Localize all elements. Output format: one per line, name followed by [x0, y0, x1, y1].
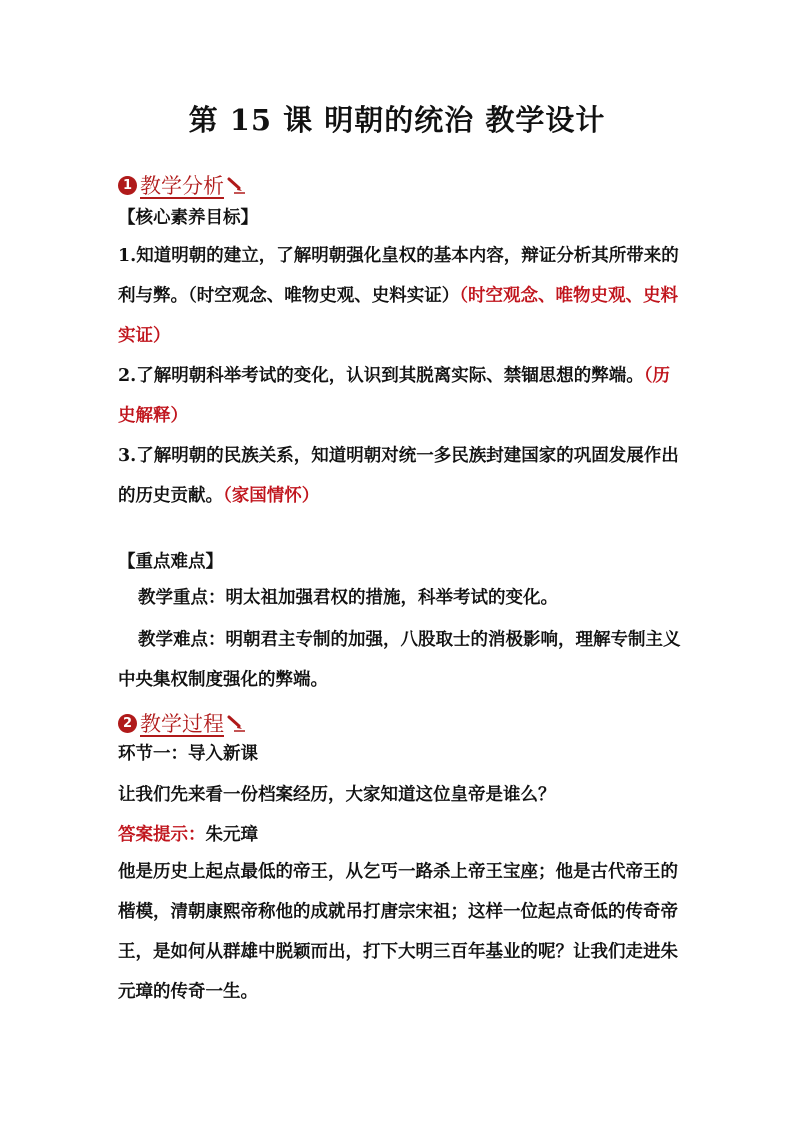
- goal-item-2: [118, 356, 684, 436]
- answer-line: [118, 821, 258, 846]
- goal-text: 2.了解明朝科举考试的变化，认识到其脱离实际、禁锢思想的弊端。: [118, 366, 644, 386]
- section-number-badge: 1: [118, 176, 137, 195]
- section-number-badge: 2: [118, 714, 137, 733]
- core-goals-subheading: 【核心素养目标】: [118, 208, 258, 228]
- pen-icon: [226, 176, 246, 194]
- difficult-point: 教学难点：明朝君主专制的加强，八股取士的消极影响，理解专制主义中央集权制度强化的弊端。: [118, 630, 681, 690]
- answer-text: 朱元璋: [205, 825, 258, 845]
- goal-item-3: [118, 436, 684, 516]
- page-title: 第 15 课 明朝的统治 教学设计: [188, 103, 606, 137]
- intro-question: 让我们先来看一份档案经历，大家知道这位皇帝是谁么？: [118, 785, 556, 805]
- goal-text: 3.了解明朝的民族关系，知道明朝对统一多民族封建国家的巩固发展作出的历史贡献。: [118, 446, 679, 506]
- keypoints-subheading: 【重点难点】: [118, 552, 223, 572]
- section-heading-text: 教学分析: [140, 174, 224, 198]
- section-heading-text: 教学过程: [140, 712, 224, 736]
- step-title: 环节一：导入新课: [118, 744, 258, 764]
- goal-text: 1.知道明朝的建立，了解明朝强化皇权的基本内容，辩证分析其所带来的利与弊。（时空观念、唯物史观、史料实证）: [118, 246, 679, 306]
- intro-paragraph: 他是历史上起点最低的帝王，从乞丐一路杀上帝王宝座；他是古代帝王的楷模，清朝康熙帝称他的成就吊打唐宗宋祖；这样一位起点奇低的传奇帝王，是如何从群雄中脱颖而出，打下大明三百年基业的呢？让我们走进朱元璋的传奇一生。: [118, 862, 678, 1002]
- section-heading-process: [118, 708, 246, 738]
- goal-competency-tag: （时空观念、唯物史观、史料实证）: [118, 286, 678, 346]
- key-point: 教学重点：明太祖加强君权的措施，科举考试的变化。: [138, 588, 558, 608]
- goal-competency-tag: （历史解释）: [118, 366, 671, 426]
- section-heading-analysis: [118, 170, 246, 200]
- pen-icon: [226, 714, 246, 732]
- answer-label: 答案提示：: [118, 825, 206, 845]
- goal-competency-tag: （家国情怀）: [223, 486, 320, 506]
- goal-item-1: [118, 236, 684, 356]
